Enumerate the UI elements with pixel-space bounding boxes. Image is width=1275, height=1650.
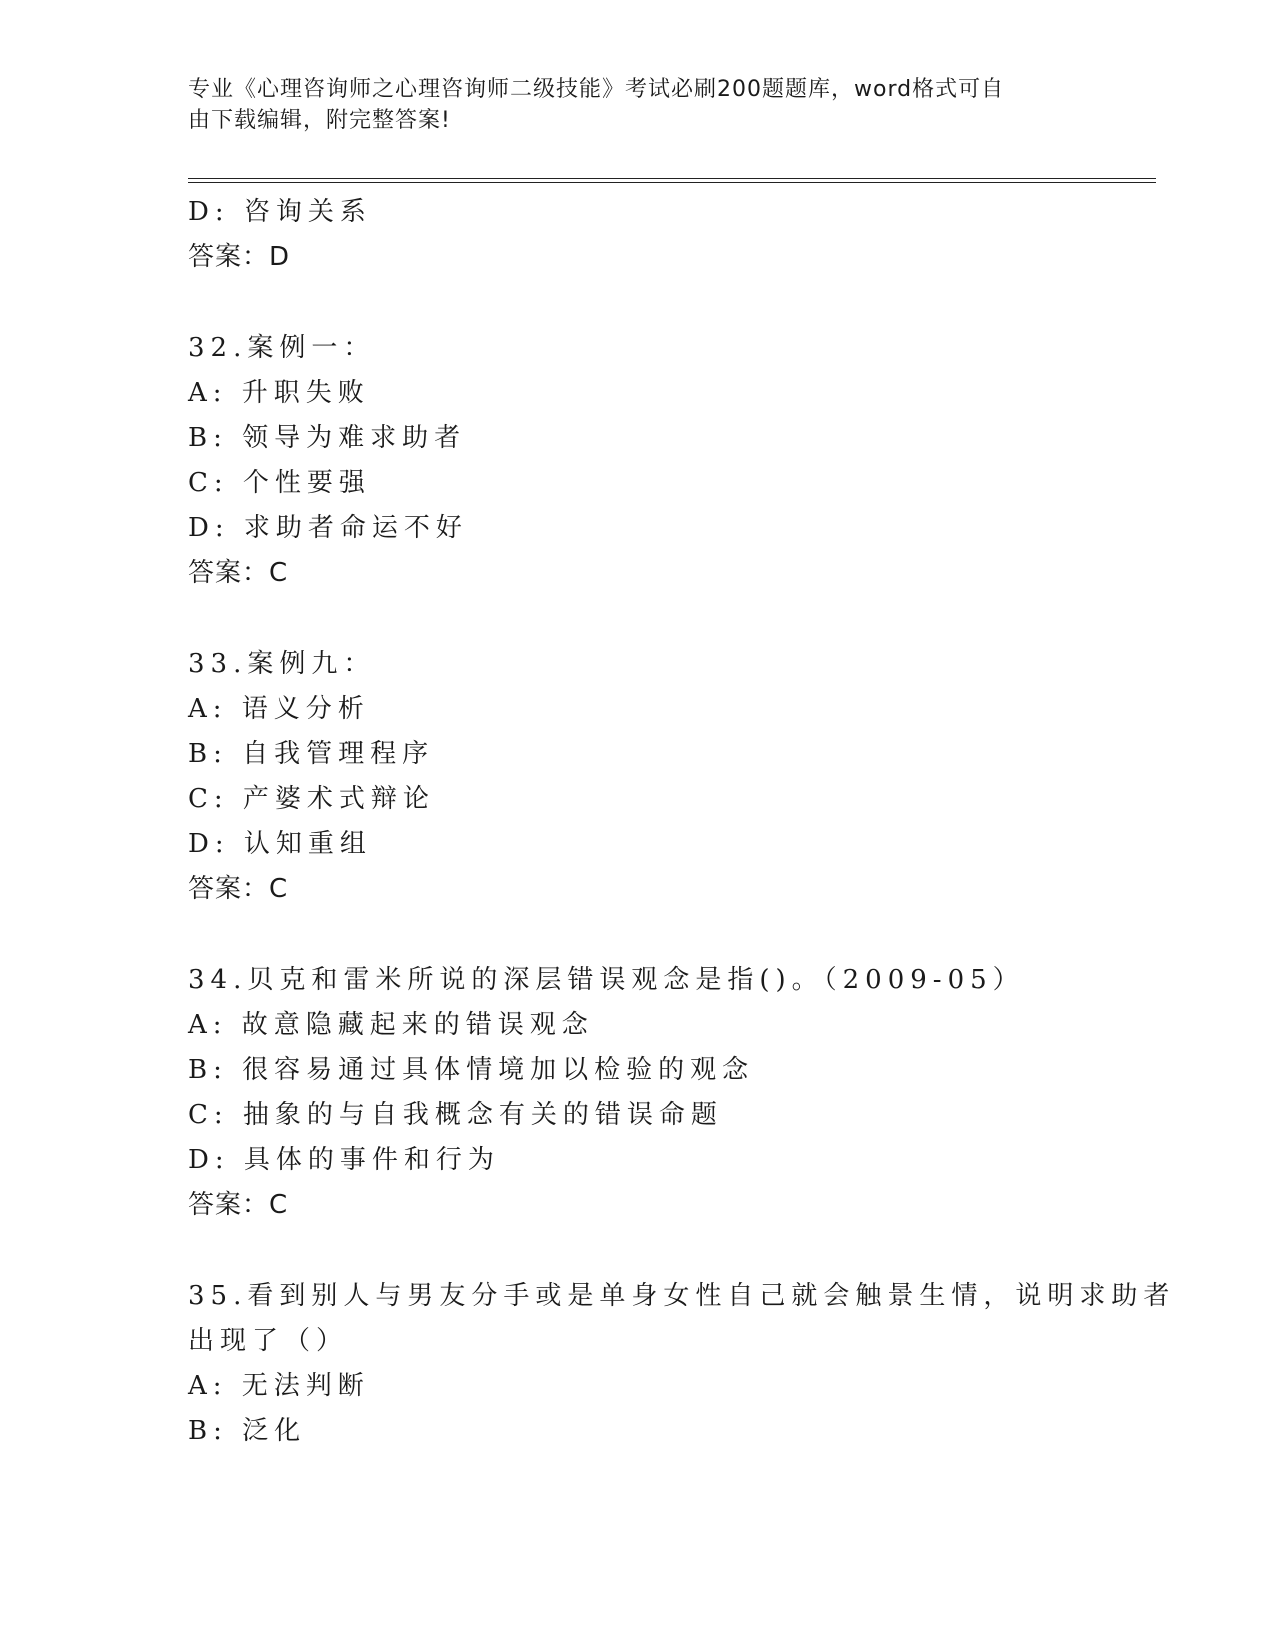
question-text-line-2: 出现了（） (188, 1326, 349, 1356)
option-b: B: 很容易通过具体情境加以检验的观念 (188, 1055, 755, 1085)
answer-line: 答案：D (188, 242, 291, 272)
option-a: A: 故意隐藏起来的错误观念 (188, 1010, 594, 1040)
spacer (188, 596, 1088, 642)
question-block-35 (188, 1274, 1176, 1454)
question-block-31 (188, 190, 1088, 280)
option-a: A: 无法判断 (188, 1371, 370, 1401)
spacer (188, 280, 1088, 326)
option-a: A: 语义分析 (188, 694, 370, 724)
question-list (188, 190, 1176, 1454)
document-header (188, 74, 1068, 136)
answer-line: 答案：C (188, 1190, 289, 1220)
header-line-2: 由下载编辑，附完整答案! (188, 108, 451, 133)
question-block-32 (188, 326, 1088, 596)
answer-line: 答案：C (188, 874, 289, 904)
spacer (188, 1228, 1088, 1274)
answer-line: 答案：C (188, 558, 289, 588)
option-b: B: 泛化 (188, 1416, 307, 1446)
option-a: A: 升职失败 (188, 378, 370, 408)
question-block-34 (188, 958, 1088, 1228)
option-c: C: 产婆术式辩论 (188, 784, 435, 814)
question-text: 34.贝克和雷米所说的深层错误观念是指()。（2009-05） (188, 965, 1025, 995)
question-text: 32.案例一： (188, 333, 376, 363)
question-text: 33.案例九： (188, 649, 376, 679)
option-d: D: 求助者命运不好 (188, 513, 468, 543)
question-text-line-1: 35.看到别人与男友分手或是单身女性自己就会触景生情，说明求助者 (188, 1281, 1176, 1311)
header-line-1: 专业《心理咨询师之心理咨询师二级技能》考试必刷200题题库，word格式可自 (188, 77, 1005, 102)
option-d: D: 认知重组 (188, 829, 372, 859)
header-divider (188, 178, 1156, 183)
question-block-33 (188, 642, 1088, 912)
spacer (188, 912, 1088, 958)
option-c: C: 个性要强 (188, 468, 371, 498)
option-b: B: 领导为难求助者 (188, 423, 467, 453)
option-d: D: 具体的事件和行为 (188, 1145, 500, 1175)
option-b: B: 自我管理程序 (188, 739, 435, 769)
option-d: D: 咨询关系 (188, 197, 372, 227)
option-c: C: 抽象的与自我概念有关的错误命题 (188, 1100, 723, 1130)
